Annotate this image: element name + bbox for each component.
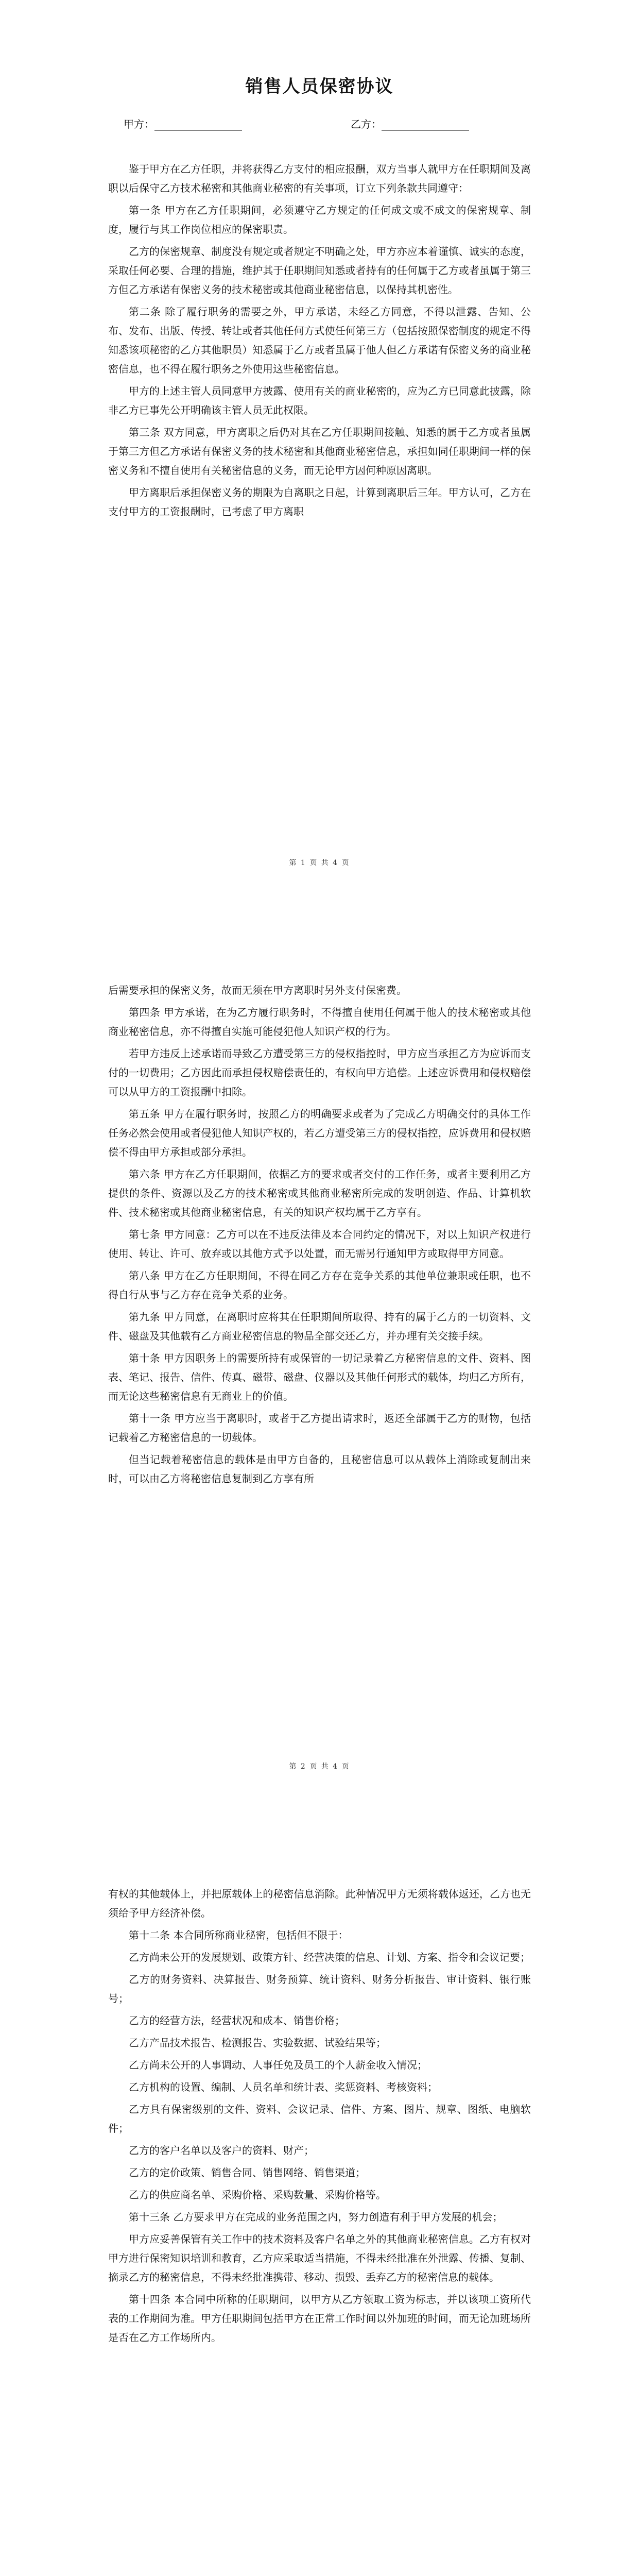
list-item: 乙方尚未公开的人事调动、人事任免及员工的个人薪金收入情况； xyxy=(129,2059,427,2071)
paragraph: 第七条 甲方同意：乙方可以在不违反法律及本合同约定的情况下，对以上知识产权进行使用、转让、许可、放弃或以其他方式予以处置，而无需另行通知甲方或取得甲方同意。 xyxy=(108,1228,531,1260)
list-item: 乙方的经营方法，经营状况和成本、销售价格； xyxy=(129,2014,345,2027)
list-item: 乙方具有保密级别的文件、资料、会议记录、信件、方案、图片、规章、图纸、电脑软件； xyxy=(108,2103,531,2134)
paragraph: 有权的其他载体上，并把原载体上的秘密信息消除。此种情况甲方无须将载体返还，乙方也无须给予甲方经济补偿。 xyxy=(108,1888,531,1919)
paragraph: 第十四条 本合同中所称的任职期间，以甲方从乙方领取工资为标志，并以该项工资所代表的工作期间为准。甲方任职期间包括甲方在正常工作时间以外加班的时间，而无论加班场所是否在乙方工作场所内。 xyxy=(108,2293,531,2344)
paragraph: 甲方的上述主管人员同意甲方披露、使用有关的商业秘密的，应为乙方已同意此披露，除非乙方已事先公开明确该主管人员无此权限。 xyxy=(108,385,531,416)
paragraph: 甲方应妥善保管有关工作中的技术资料及客户名单之外的其他商业秘密信息。乙方有权对甲方进行保密知识培训和教育，乙方应采取适当措施，不得未经批准在外泄露、传播、复制、摘录乙方的秘密信息，不得未经批准携带、移动、损毁、丢弃乙方的秘密信息的载体。 xyxy=(108,2233,531,2283)
paragraph: 第十二条 本合同所称商业秘密，包括但不限于： xyxy=(129,1929,349,1941)
party-a: 甲方： xyxy=(124,116,242,131)
paragraph: 第一条 甲方在乙方任职期间，必须遵守乙方规定的任何成文或不成文的保密规章、制度，履行与其工作岗位相应的保密职责。 xyxy=(108,204,531,235)
paragraph: 若甲方违反上述承诺而导致乙方遭受第三方的侵权指控时，甲方应当承担乙方为应诉而支付的一切费用；乙方因此而承担侵权赔偿责任的，有权向甲方追偿。上述应诉费用和侵权赔偿可以从甲方的工资报酬中扣除。 xyxy=(108,1047,531,1098)
page-2 xyxy=(0,904,639,1807)
paragraph: 第二条 除了履行职务的需要之外，甲方承诺，未经乙方同意，不得以泄露、告知、公布、发布、出版、传授、转让或者其他任何方式使任何第三方（包括按照保密制度的规定不得知悉该项秘密的乙方其他职员）知悉属于乙方或者虽属于他人但乙方承诺有保密义务的商业秘密信息，也不得在履行职务之外使用这些秘密信息。 xyxy=(108,306,531,375)
list-item: 乙方尚未公开的发展规划、政策方针、经营决策的信息、计划、方案、指令和会议记要； xyxy=(129,1951,530,1963)
list-item: 乙方的客户名单以及客户的资料、财产； xyxy=(129,2144,314,2157)
list-item: 乙方的供应商名单、采购价格、采购数量、采购价格等。 xyxy=(129,2189,386,2201)
paragraph: 第九条 甲方同意，在离职时应将其在任职期间所取得、持有的属于乙方的一切资料、文件、磁盘及其他载有乙方商业秘密信息的物品全部交还乙方，并办理有关交接手续。 xyxy=(108,1311,531,1342)
parties-line xyxy=(108,116,531,131)
paragraph: 乙方的保密规章、制度没有规定或者规定不明确之处，甲方亦应本着谨慎、诚实的态度，采取任何必要、合理的措施，维护其于任职期间知悉或者持有的任何属于乙方或者虽属于第三方但乙方承诺有保密义务的技术秘密或其他商业秘密信息，以保持其机密性。 xyxy=(108,245,531,296)
paragraph: 后需要承担的保密义务，故而无须在甲方离职时另外支付保密费。 xyxy=(108,984,407,996)
paragraph: 第四条 甲方承诺，在为乙方履行职务时，不得擅自使用任何属于他人的技术秘密或其他商业秘密信息，亦不得擅自实施可能侵犯他人知识产权的行为。 xyxy=(108,1006,531,1038)
page-2-body xyxy=(108,981,531,1492)
page-footer: 第 1 页 共 4 页 xyxy=(289,859,350,867)
page-1 xyxy=(0,0,639,904)
paragraph: 第十条 甲方因职务上的需要所持有或保管的一切记录着乙方秘密信息的文件、资料、图表、笔记、报告、信件、传真、磁带、磁盘、仪器以及其他任何形式的载体，均归乙方所有，而无论这些秘密信息有无商业上的价值。 xyxy=(108,1352,531,1402)
paragraph: 第五条 甲方在履行职务时，按照乙方的明确要求或者为了完成乙方明确交付的具体工作任务必然会使用或者侵犯他人知识产权的，若乙方遭受第三方的侵权指控，应诉费用和侵权赔偿不得由甲方承担或部分承担。 xyxy=(108,1108,531,1158)
paragraph: 第六条 甲方在乙方任职期间，依据乙方的要求或者交付的工作任务，或者主要利用乙方提供的条件、资源以及乙方的技术秘密或其他商业秘密所完成的发明创造、作品、计算机软件、技术秘密或其他商业秘密信息，有关的知识产权均属于乙方享有。 xyxy=(108,1168,531,1218)
paragraph: 第十三条 乙方要求甲方在完成的业务范围之内，努力创造有利于甲方发展的机会； xyxy=(129,2211,503,2223)
page-1-body xyxy=(108,160,531,521)
paragraph: 第十一条 甲方应当于离职时，或者于乙方提出请求时，返还全部属于乙方的财物，包括记载着乙方秘密信息的一切载体。 xyxy=(108,1412,531,1444)
paragraph: 第三条 双方同意，甲方离职之后仍对其在乙方任职期间接触、知悉的属于乙方或者虽属于第三方但乙方承诺有保密义务的技术秘密和其他商业秘密信息，承担如同任职期间一样的保密义务和不擅自使用有关秘密信息的义务，而无论甲方因何种原因离职。 xyxy=(108,426,531,477)
list-item: 乙方的定价政策、销售合同、销售网络、销售渠道； xyxy=(129,2166,366,2179)
paragraph: 鉴于甲方在乙方任职，并将获得乙方支付的相应报酬，双方当事人就甲方在任职期间及离职以后保守乙方技术秘密和其他商业秘密的有关事项，订立下列条款共同遵守： xyxy=(108,163,531,194)
list-item: 乙方机构的设置、编制、人员名单和统计表、奖惩资料、考核资料； xyxy=(129,2081,438,2093)
party-b: 乙方： xyxy=(351,116,469,131)
page-3-body xyxy=(108,1885,531,2350)
list-item: 乙方的财务资料、决算报告、财务预算、统计资料、财务分析报告、审计资料、银行账号； xyxy=(108,1973,531,2005)
list-item: 乙方产品技术报告、检测报告、实验数据、试验结果等； xyxy=(129,2037,386,2049)
page-3 xyxy=(0,1807,639,2576)
paragraph: 但当记载着秘密信息的载体是由甲方自备的，且秘密信息可以从载体上消除或复制出来时，可以由乙方将秘密信息复制到乙方享有所 xyxy=(108,1453,531,1485)
page-footer: 第 2 页 共 4 页 xyxy=(289,1762,350,1771)
paragraph: 第八条 甲方在乙方任职期间，不得在同乙方存在竞争关系的其他单位兼职或任职，也不得自行从事与乙方存在竞争关系的业务。 xyxy=(108,1269,531,1301)
document-title: 销售人员保密协议 xyxy=(245,76,394,97)
paragraph: 甲方离职后承担保密义务的期限为自离职之日起，计算到离职后三年。甲方认可，乙方在支付甲方的工资报酬时，已考虑了甲方离职 xyxy=(108,486,531,518)
